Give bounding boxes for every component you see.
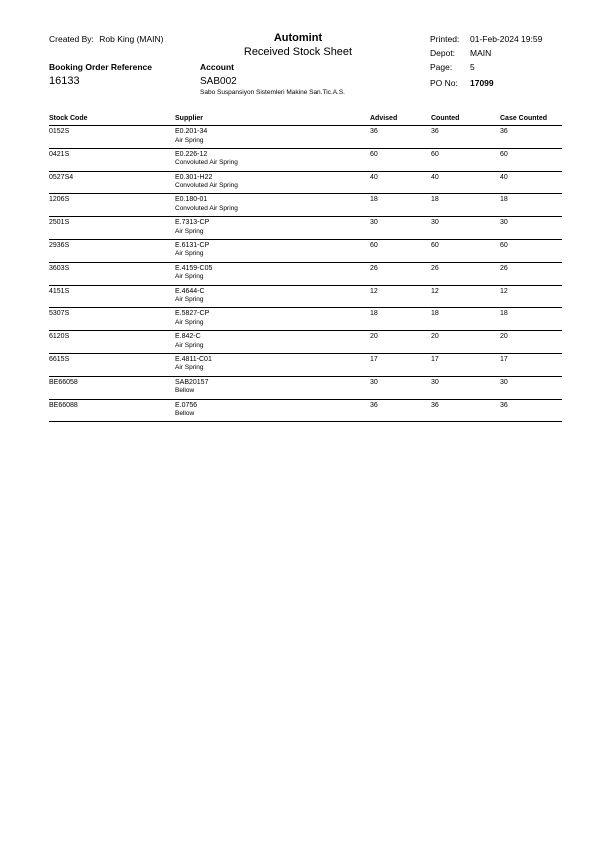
- counted-qty: 30: [431, 378, 439, 386]
- stock-code: BE66088: [49, 401, 78, 409]
- supplier-cell: [175, 310, 209, 327]
- advised-qty: 60: [370, 241, 378, 249]
- stock-code: BE66058: [49, 378, 78, 386]
- account-label: Account: [200, 62, 234, 72]
- counted-qty: 60: [431, 241, 439, 249]
- stock-code: 3603S: [49, 264, 70, 272]
- stock-code: 5307S: [49, 310, 70, 318]
- supplier-description: Air Spring: [175, 318, 204, 326]
- advised-qty: 36: [370, 401, 378, 409]
- case-counted-qty: 60: [500, 241, 508, 249]
- advised-qty: 60: [370, 150, 378, 158]
- table-row: [49, 240, 562, 263]
- supplier-part: E.4159-C05: [175, 264, 213, 272]
- counted-qty: 17: [431, 355, 439, 363]
- table-row: [49, 149, 562, 172]
- po-value: 17099: [470, 78, 494, 88]
- case-counted-qty: 18: [500, 196, 508, 204]
- supplier-cell: [175, 356, 212, 373]
- supplier-description: Air Spring: [175, 341, 204, 349]
- advised-qty: 40: [370, 173, 378, 181]
- advised-qty: 30: [370, 378, 378, 386]
- case-counted-qty: 12: [500, 287, 508, 295]
- stock-code: 1206S: [49, 196, 70, 204]
- supplier-part: E0.301-H22: [175, 173, 213, 181]
- page-value: 5: [470, 62, 475, 72]
- supplier-description: Air Spring: [175, 296, 204, 304]
- supplier-description: Convoluted Air Spring: [175, 159, 238, 167]
- stock-code: 4151S: [49, 287, 70, 295]
- counted-qty: 30: [431, 219, 439, 227]
- table-row: [49, 308, 562, 331]
- supplier-description: Air Spring: [175, 227, 204, 235]
- stock-table: [49, 114, 562, 422]
- printed-label: Printed:: [430, 34, 460, 44]
- supplier-description: Convoluted Air Spring: [175, 182, 238, 190]
- created-by: [49, 34, 164, 44]
- account-name: Sabo Suspansiyon Sistemleri Makine San.Tic.A.S.: [200, 89, 345, 96]
- case-counted-qty: 26: [500, 264, 508, 272]
- case-counted-qty: 40: [500, 173, 508, 181]
- supplier-cell: [175, 402, 197, 419]
- col-counted: Counted: [431, 115, 460, 122]
- stock-code: 6120S: [49, 333, 70, 341]
- supplier-part: E0.180-01: [175, 196, 208, 204]
- case-counted-qty: 36: [500, 128, 508, 135]
- table-row: [49, 331, 562, 354]
- po-label: PO No:: [430, 78, 458, 88]
- created-by-value: Rob King (MAIN): [99, 34, 164, 44]
- account-value: SAB002: [200, 76, 237, 87]
- stock-code: 2936S: [49, 241, 70, 249]
- supplier-cell: [175, 174, 238, 191]
- supplier-description: Bellow: [175, 387, 195, 395]
- case-counted-qty: 17: [500, 355, 508, 363]
- supplier-description: Air Spring: [175, 136, 204, 144]
- supplier-cell: [175, 151, 238, 168]
- supplier-part: E0.226-12: [175, 150, 208, 158]
- page-label: Page:: [430, 62, 453, 72]
- counted-qty: 18: [431, 310, 439, 318]
- table-row: [49, 126, 562, 149]
- counted-qty: 20: [431, 333, 439, 341]
- supplier-cell: [175, 196, 238, 213]
- supplier-description: Air Spring: [175, 364, 204, 372]
- supplier-description: Air Spring: [175, 250, 204, 258]
- stock-code: 0152S: [49, 128, 70, 135]
- stock-code: 2501S: [49, 219, 70, 227]
- supplier-cell: [175, 265, 212, 282]
- supplier-cell: [175, 219, 209, 236]
- advised-qty: 36: [370, 128, 378, 135]
- advised-qty: 12: [370, 287, 378, 295]
- booking-value: 16133: [49, 75, 80, 87]
- table-row: [49, 172, 562, 195]
- supplier-cell: [175, 333, 204, 350]
- table-header: [49, 114, 562, 126]
- table-row: [49, 400, 562, 423]
- created-by-label: Created By:: [49, 34, 94, 44]
- table-row: [49, 263, 562, 286]
- supplier-part: E.842-C: [175, 333, 201, 341]
- stock-code: 0421S: [49, 150, 70, 158]
- col-advised: Advised: [370, 115, 398, 122]
- supplier-cell: [175, 288, 205, 305]
- stock-code: 6615S: [49, 355, 70, 363]
- supplier-part: E0.201-34: [175, 128, 208, 135]
- counted-qty: 36: [431, 401, 439, 409]
- col-case-counted: Case Counted: [500, 115, 548, 122]
- supplier-part: E.6131-CP: [175, 241, 210, 249]
- supplier-cell: [175, 242, 209, 259]
- counted-qty: 60: [431, 150, 439, 158]
- col-supplier: Supplier: [175, 115, 204, 122]
- advised-qty: 18: [370, 310, 378, 318]
- table-row: [49, 286, 562, 309]
- supplier-cell: [175, 379, 208, 396]
- stock-code: 0527S4: [49, 173, 74, 181]
- depot-label: Depot:: [430, 48, 456, 58]
- table-row: [49, 377, 562, 400]
- case-counted-qty: 18: [500, 310, 508, 318]
- supplier-cell: [175, 128, 207, 145]
- advised-qty: 20: [370, 333, 378, 341]
- supplier-part: E.7313-CP: [175, 219, 210, 227]
- counted-qty: 26: [431, 264, 439, 272]
- supplier-part: E.5827-CP: [175, 310, 210, 318]
- counted-qty: 12: [431, 287, 439, 295]
- advised-qty: 26: [370, 264, 378, 272]
- case-counted-qty: 60: [500, 150, 508, 158]
- table-row: [49, 354, 562, 377]
- case-counted-qty: 20: [500, 333, 508, 341]
- table-row: [49, 194, 562, 217]
- company-name: Automint: [273, 32, 323, 44]
- advised-qty: 30: [370, 219, 378, 227]
- supplier-description: Bellow: [175, 410, 195, 418]
- counted-qty: 36: [431, 128, 439, 135]
- counted-qty: 18: [431, 196, 439, 204]
- advised-qty: 18: [370, 196, 378, 204]
- supplier-part: SAB20157: [175, 378, 209, 386]
- col-stock-code: Stock Code: [49, 115, 88, 122]
- supplier-description: Convoluted Air Spring: [175, 204, 238, 212]
- case-counted-qty: 36: [500, 401, 508, 409]
- supplier-part: E.0756: [175, 401, 198, 409]
- table-row: [49, 217, 562, 240]
- case-counted-qty: 30: [500, 378, 508, 386]
- counted-qty: 40: [431, 173, 439, 181]
- table-body: [49, 126, 562, 422]
- advised-qty: 17: [370, 355, 378, 363]
- printed-value: 01-Feb-2024 19:59: [470, 34, 543, 44]
- supplier-description: Air Spring: [175, 273, 204, 281]
- document-title: Received Stock Sheet: [243, 46, 353, 58]
- case-counted-qty: 30: [500, 219, 508, 227]
- supplier-part: E.4644-C: [175, 287, 205, 295]
- booking-label: Booking Order Reference: [49, 62, 152, 72]
- depot-value: MAIN: [470, 48, 492, 58]
- supplier-part: E.4811-C01: [175, 355, 212, 363]
